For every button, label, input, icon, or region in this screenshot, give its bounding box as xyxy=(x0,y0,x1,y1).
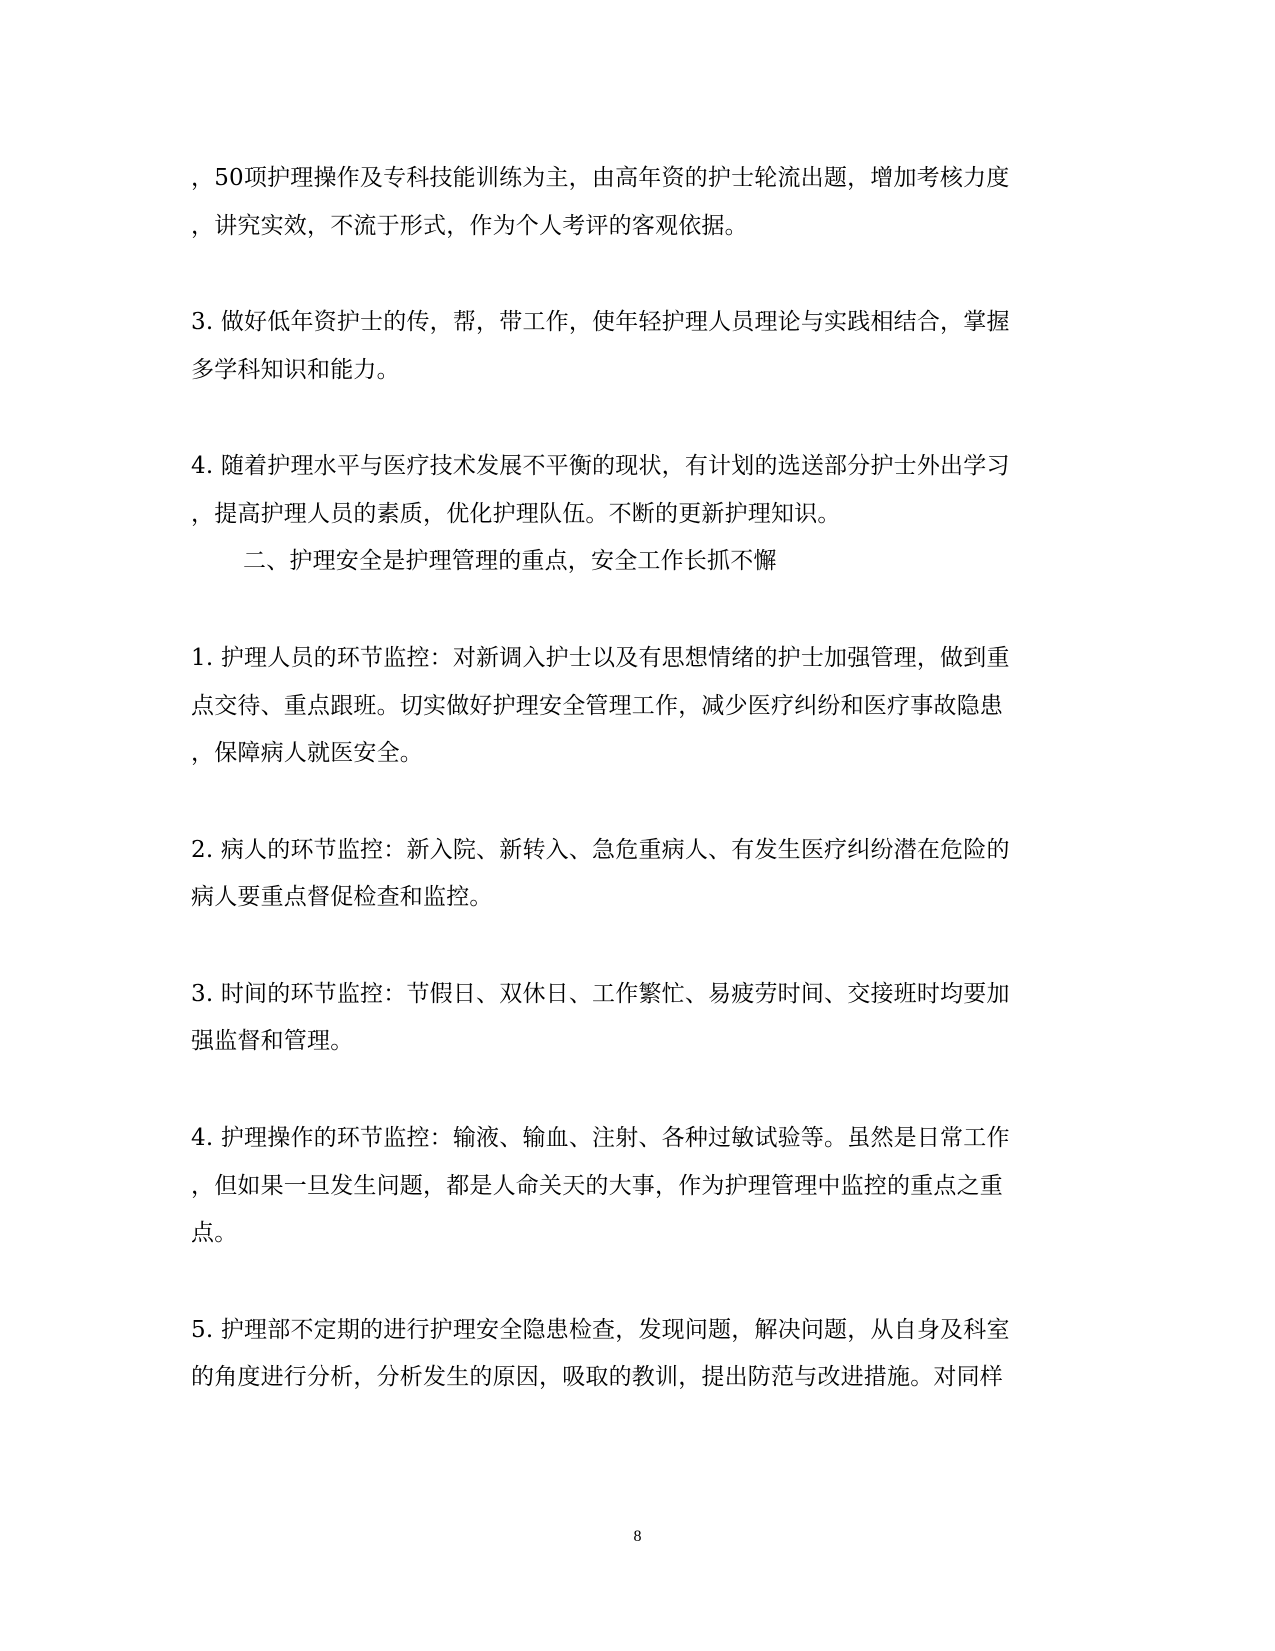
page-number: 8 xyxy=(633,1528,642,1545)
paragraph-line: 5. 护理部不定期的进行护理安全隐患检查，发现问题，解决问题，从自身及科室 xyxy=(191,1317,1010,1343)
paragraph-line: 3. 时间的环节监控：节假日、双休日、工作繁忙、易疲劳时间、交接班时均要加 xyxy=(191,981,1010,1007)
section-heading: 二、护理安全是护理管理的重点，安全工作长抓不懈 xyxy=(243,548,777,574)
paragraph-line: 的角度进行分析，分析发生的原因，吸取的教训，提出防范与改进措施。对同样 xyxy=(191,1364,1003,1390)
paragraph-line: 强监督和管理。 xyxy=(191,1028,354,1054)
paragraph-line: 4. 随着护理水平与医疗技术发展不平衡的现状，有计划的选送部分护士外出学习 xyxy=(191,453,1010,479)
paragraph-line: ，保障病人就医安全。 xyxy=(191,740,423,766)
paragraph-line: 4. 护理操作的环节监控：输液、输血、注射、各种过敏试验等。虽然是日常工作 xyxy=(191,1125,1010,1151)
paragraph-line: 点交待、重点跟班。切实做好护理安全管理工作，减少医疗纠纷和医疗事故隐患 xyxy=(191,693,1003,719)
paragraph-line: 1. 护理人员的环节监控：对新调入护士以及有思想情绪的护士加强管理，做到重 xyxy=(191,645,1010,671)
paragraph-line: 病人要重点督促检查和监控。 xyxy=(191,884,493,910)
paragraph-line: 3. 做好低年资护士的传，帮，带工作，使年轻护理人员理论与实践相结合，掌握 xyxy=(191,309,1010,335)
paragraph-line: ，提高护理人员的素质，优化护理队伍。不断的更新护理知识。 xyxy=(191,501,841,527)
paragraph-line: 2. 病人的环节监控：新入院、新转入、急危重病人、有发生医疗纠纷潜在危险的 xyxy=(191,837,1010,863)
paragraph-line: 点。 xyxy=(191,1220,238,1246)
paragraph-line: ，50项护理操作及专科技能训练为主，由高年资的护士轮流出题，增加考核力度 xyxy=(191,165,1010,191)
paragraph-line: ，但如果一旦发生问题，都是人命关天的大事，作为护理管理中监控的重点之重 xyxy=(191,1173,1003,1199)
paragraph-line: 多学科知识和能力。 xyxy=(191,357,400,383)
paragraph-line: ，讲究实效，不流于形式，作为个人考评的客观依据。 xyxy=(191,213,748,239)
